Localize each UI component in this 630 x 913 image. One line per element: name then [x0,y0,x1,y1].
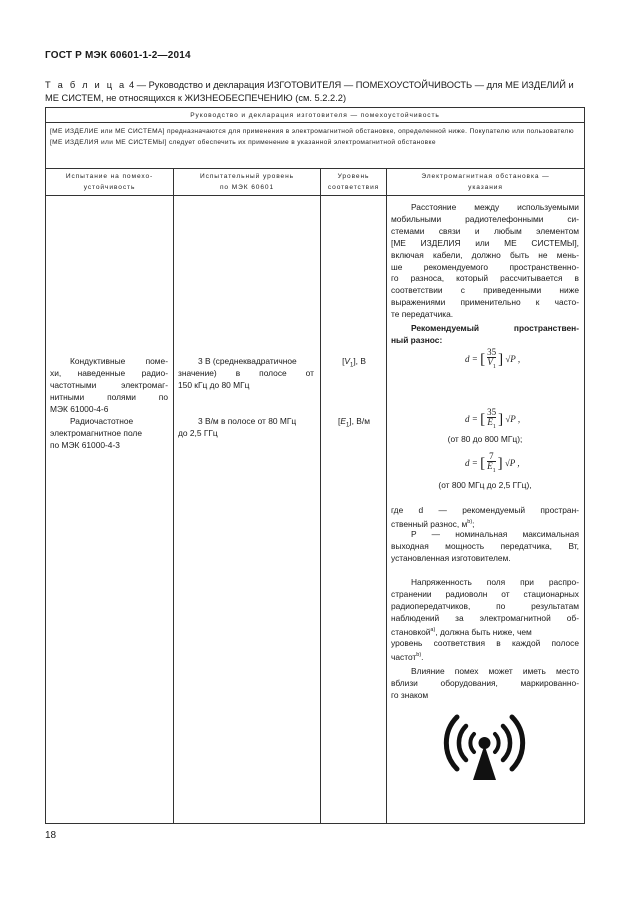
radiated-compliance-level: $[E_1]$, В/м [338,416,370,429]
cell-environment [387,196,585,824]
non-ionizing-radiation-icon [437,705,532,785]
conducted-test-level: 3 В (среднеквадратичное значение) в полосе от 150 кГц до 80 МГц [178,356,314,390]
header-environment: Электромагнитная обстановка — указания [387,169,585,196]
cell-test-names [46,196,174,824]
power-definition: P — номинальная максимальная выходная мощность передатчика, Вт, установленная изготовителем. [391,529,579,563]
header-compliance-level: Уровень соответствия [321,169,387,196]
separation-paragraph: Расстояние между используемыми мобильными радиотелефонными си- стемами связи и любым элементом [МЕ ИЗДЕЛИЯ или МЕ СИСТЕМЫ], включая кабели, должно быть не мень- ше рекомендуемого пространственно- го разноса, который рассчитывается в соответствии с приведенными ниже выражениями применительно к часто- те передатчика. [391,202,579,320]
cell-test-levels [174,196,321,824]
distance-definition: где d — рекомендуемый простран- ственный разнос, $м^{b)}$; [391,505,579,529]
field-strength-paragraph: Напряженность поля при распро- странении радиоволн от стационарных радиопередатчиков, по результатам наблюдений за электромагнитной об- становкой$^{a)}$, должна быть ниже, чем уровень соответствия в каждой полосе частот$^{b)}$. [391,577,579,663]
radiated-test-level: 3 В/м в полосе от 80 МГц до 2,5 ГГц [178,416,297,438]
range-800-2500: (от 800 МГц до 2,5 ГГц), [438,480,532,490]
conducted-test-name: Кондуктивные поме- хи, наведенные радио- частотными электромаг- нитными полями по МЭК 61000-4-6 [50,356,168,414]
document-header: ГОСТ Р МЭК 60601-1-2—2014 [45,50,191,61]
caption-text: 4 — Руководство и декларация ИЗГОТОВИТЕЛЯ — ПОМЕХОУСТОЙЧИВОСТЬ — для МЕ ИЗДЕЛИЙ и МЕ СИСТЕМ, не относящихся к ЖИЗНЕОБЕСПЕЧЕНИЮ (см. 5.2.2.2) [45,80,574,103]
table-note: [МЕ ИЗДЕЛИЕ или МЕ СИСТЕМА] предназначаются для применения в электромагнитной обстановке, определенной ниже. Покупателю или пользователю [МЕ ИЗДЕЛИЯ или МЕ СИСТЕМЫ] следует обеспечить их применение в указанной электромагнитной обстановке [46,123,585,169]
header-test-level: Испытательный уровень по МЭК 60601 [174,169,321,196]
range-80-800: (от 80 до 800 МГц); [447,434,523,444]
formula-rf-conducted: d = [ $\frac{35}{V_1}$ ] √P , [465,347,521,370]
page-number: 18 [45,830,57,841]
header-test: Испытание на помехо- устойчивость [46,169,174,196]
conducted-compliance-level: $[V_1]$, В [342,356,366,369]
formula-rf-radiated-high: d = [ $\frac{7}{E_1}$ ] √P , [465,451,520,474]
recommended-distance-heading: Рекомендуемый пространствен- ный разнос: [391,323,579,345]
radiated-test-name: Радиочастотное электромагнитное поле по МЭК 61000-4-3 [50,416,142,450]
emc-table [45,107,585,824]
cell-compliance-levels [321,196,387,824]
table-title: Руководство и декларация изготовителя — помехоустойчивость [46,108,585,123]
interference-paragraph: Влияние помех может иметь место вблизи оборудования, маркированно- го знаком [391,666,579,700]
formula-rf-radiated-low: d = [ $\frac{35}{E_1}$ ] √P , [465,407,521,430]
table-caption [45,79,585,105]
caption-label: Т а б л и ц а [45,80,127,90]
